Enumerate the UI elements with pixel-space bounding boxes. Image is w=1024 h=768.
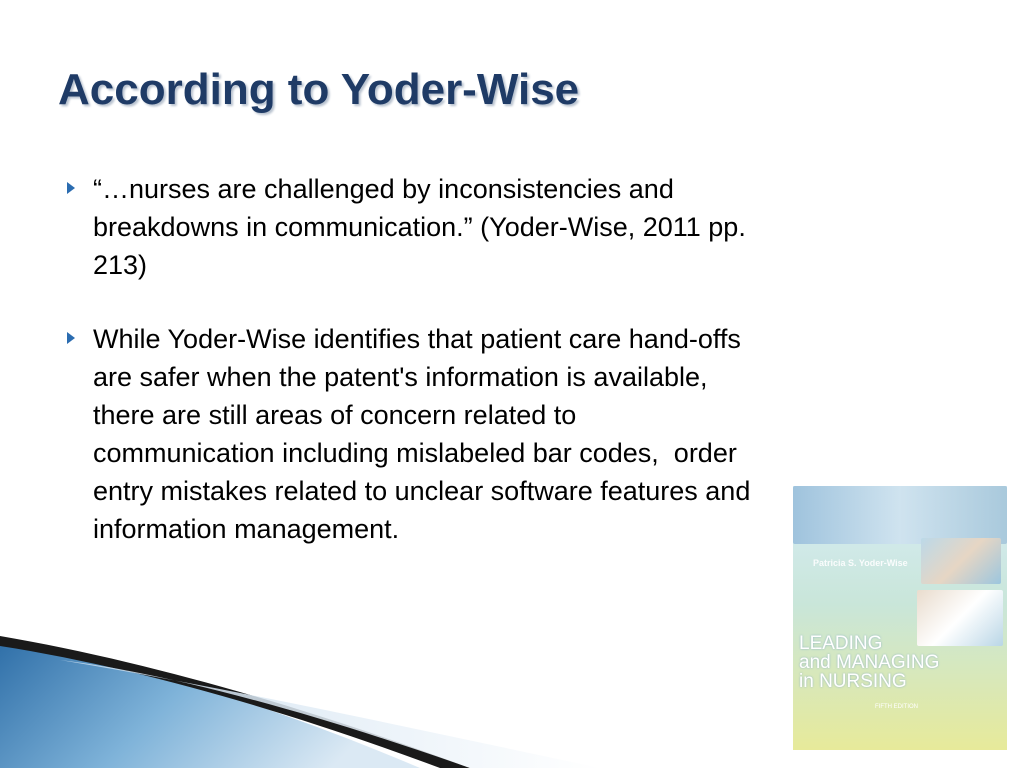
book-photo-strip	[793, 486, 1007, 544]
triangle-bullet-icon	[67, 332, 75, 344]
book-edition: FIFTH EDITION	[875, 704, 918, 710]
book-cover-image	[793, 486, 1007, 750]
swoosh-blue-band	[0, 640, 420, 768]
swoosh-light-band	[60, 660, 600, 768]
slide-title: According to Yoder-Wise	[58, 65, 580, 114]
book-author: Patricia S. Yoder-Wise	[813, 558, 908, 568]
swoosh-dark-line	[0, 636, 470, 768]
book-title: LEADING and MANAGING in NURSING	[799, 633, 940, 692]
book-photo-nurses	[921, 538, 1001, 584]
triangle-bullet-icon	[67, 182, 75, 194]
bullet-item	[60, 170, 960, 284]
bullet-text: While Yoder-Wise identifies that patient care hand-offs are safer when the patent's information is available, there are still areas of concern related to communication including mislabeled bar codes, order entry mistakes related to unclear software features and information management.	[93, 324, 751, 544]
bullet-text: “…nurses are challenged by inconsistencies and breakdowns in communication.” (Yoder-Wise, 2011 pp. 213)	[93, 174, 746, 280]
